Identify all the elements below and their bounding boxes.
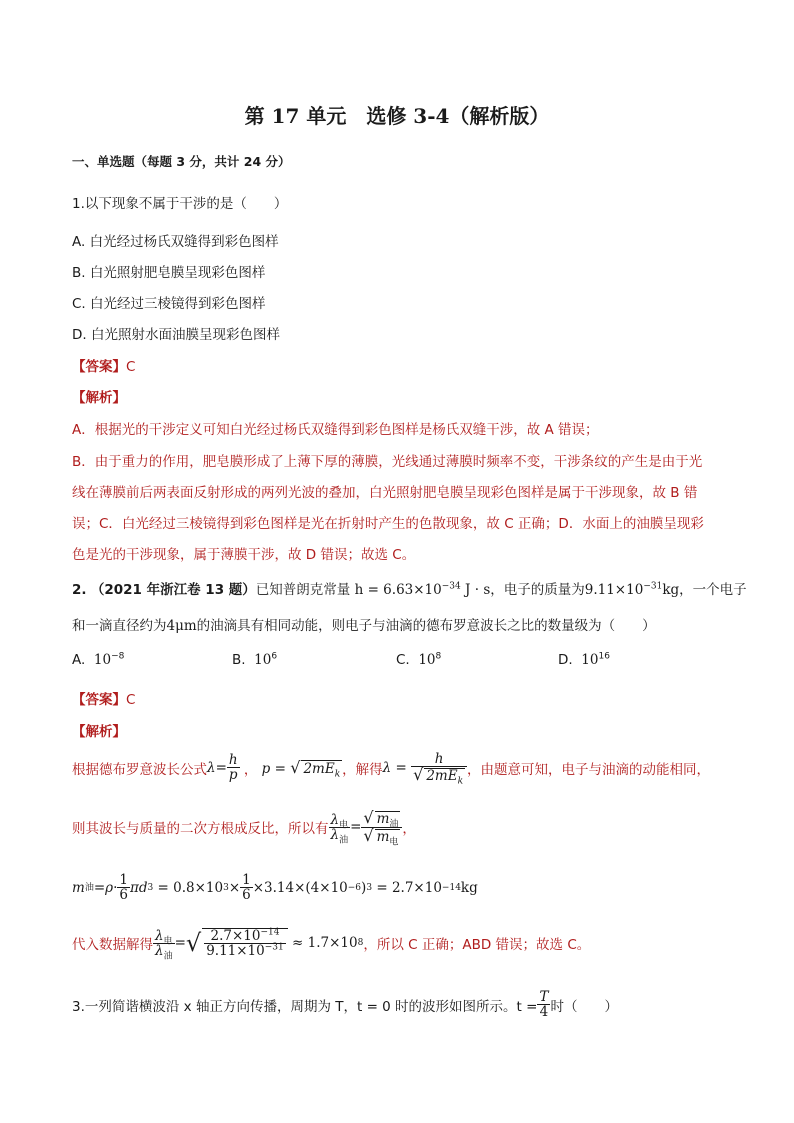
formula-lambda-solved: λ = $\frac{h}{√ 2mE_k}$	[383, 752, 467, 784]
q3-text: 3.一列简谐横波沿 x 轴正方向传播，周期为 T，t = 0 时的波形如图所示。t =	[72, 998, 538, 1015]
analysis-text: ，由题意可知，电子与油滴的动能相同，	[467, 761, 711, 778]
q2-analysis-line3: m 油 = ρ · $\frac{1}{6}$ πd 3 = 0.8×10 3 × $\frac{1}{6}$ ×3.14× (4×10 −6 ) 3 = 2.7×10 −14 kg	[72, 872, 478, 904]
mass-unit: kg	[662, 582, 680, 598]
q2-text: 已知普朗克常量	[255, 582, 351, 598]
analysis-text: 根据德布罗意波长公式	[72, 761, 207, 778]
q2-option-a: A. $10^{-8}$	[72, 651, 125, 668]
q2-option-b: B. $10^6$	[232, 651, 278, 668]
q2-text: ，电子的质量为	[490, 582, 585, 598]
section-heading: 一、单选题（每题 3 分，共计 24 分）	[72, 154, 291, 169]
answer-label: 【答案】	[72, 359, 126, 375]
analysis-text: 代入数据解得	[72, 937, 153, 954]
planck-constant	[355, 582, 491, 598]
planck-unit: J · s	[465, 582, 491, 598]
analysis-text: 则其波长与质量的二次方根成反比，所以有	[72, 821, 329, 838]
planck-exp: −34	[441, 581, 461, 592]
q1-option-b: B. 白光照射肥皂膜呈现彩色图样	[72, 265, 266, 281]
electron-mass	[585, 582, 679, 598]
planck-value: h = 6.63×10	[354, 582, 442, 598]
q2-stem-line1	[72, 578, 747, 598]
formula-ratio: $\frac{\lambda_电}{\lambda_油}$ = $\frac{√ m_油}{√ m_电}$	[329, 810, 403, 845]
q2-source: （2021 年浙江卷 13 题）	[90, 582, 256, 598]
answer-label: 【答案】	[72, 692, 126, 708]
q1-answer	[72, 355, 135, 375]
formula-p: p = √ $2mE_k$	[261, 758, 341, 781]
q1-analysis-line: A．根据光的干涉定义可知白光经过杨氏双缝得到彩色图样是杨氏双缝干涉，故 A 错误；	[72, 422, 599, 438]
q2-text: 的油滴具有相同动能，则电子与油滴的德布罗意波长之比的数量级为（ ）	[196, 618, 656, 634]
q1-option-c: C. 白光经过三棱镜得到彩色图样	[72, 296, 266, 312]
q1-analysis-line: 线在薄膜前后两表面反射形成的两列光波的叠加，白光照射肥皂膜呈现彩色图样是属于干涉现象，故 B 错	[72, 485, 698, 501]
analysis-text: ，所以 C 正确；ABD 错误；故选 C。	[363, 937, 591, 954]
page-title: 第 17 单元 选修 3-4（解析版）	[244, 104, 550, 128]
q1-stem: 1.以下现象不属于干涉的是（ ）	[72, 196, 288, 212]
diameter: 4μm	[166, 618, 197, 634]
mass-value: 9.11×10	[584, 582, 644, 598]
q2-analysis-line4	[72, 927, 591, 962]
q2-analysis-line1: 根据德布罗意波长公式 λ = $\frac{h}{p}$ ， p = √ $2mE_k$ ，解得 λ = $\frac{h}{√ 2mE_k}$ ，由题意可知，电子与油滴的动能相同，	[72, 751, 711, 787]
q2-number: 2.	[72, 582, 87, 598]
answer-value: C	[126, 692, 136, 708]
q2-text: 和一滴直径约为	[72, 618, 167, 634]
mass-exp: −31	[643, 581, 663, 592]
q1-analysis-label: 【解析】	[72, 390, 126, 406]
q2-text: ，一个电子	[679, 582, 747, 598]
q1-option-d: D. 白光照射水面油膜呈现彩色图样	[72, 327, 280, 343]
q1-option-a: A. 白光经过杨氏双缝得到彩色图样	[72, 234, 279, 250]
q2-stem-line2	[72, 614, 656, 634]
answer-value: C	[126, 359, 136, 375]
q1-analysis-line: 误；C．白光经过三棱镜得到彩色图样是光在折射时产生的色散现象，故 C 正确；D．水面上的油膜呈现彩	[72, 516, 704, 532]
formula-result: $\frac{\lambda_电}{\lambda_油}$ = √ $\frac{2.7\times 10^{-14}}{9.11\times 10^{-31}}$ ≈ 1.7×10 8	[155, 927, 364, 962]
q2-answer	[72, 688, 135, 708]
q2-analysis-label: 【解析】	[72, 724, 126, 740]
q1-analysis-line: B．由于重力的作用，肥皂膜形成了上薄下厚的薄膜，光线通过薄膜时频率不变，干涉条纹的产生是由于光	[72, 454, 703, 470]
q3-fraction: $\frac{T}{4}$	[539, 989, 549, 1021]
q1-analysis-line: 色是光的干涉现象，属于薄膜干涉，故 D 错误；故选 C。	[72, 547, 416, 563]
q2-option-d: D. $10^{16}$	[558, 651, 610, 668]
formula-lambda-h-over-p: λ = $\frac{h}{p}$	[207, 752, 238, 784]
q2-option-c: C. $10^8$	[396, 651, 442, 668]
q3-stem	[72, 990, 618, 1019]
analysis-text: ，解得	[342, 761, 383, 778]
q2-analysis-line2: 则其波长与质量的二次方根成反比，所以有 $\frac{\lambda_电}{\lambda_油}$ = $\frac{√ m_油}{√ m_电}$ ，	[72, 808, 416, 848]
q3-text: 时（ ）	[550, 998, 618, 1015]
